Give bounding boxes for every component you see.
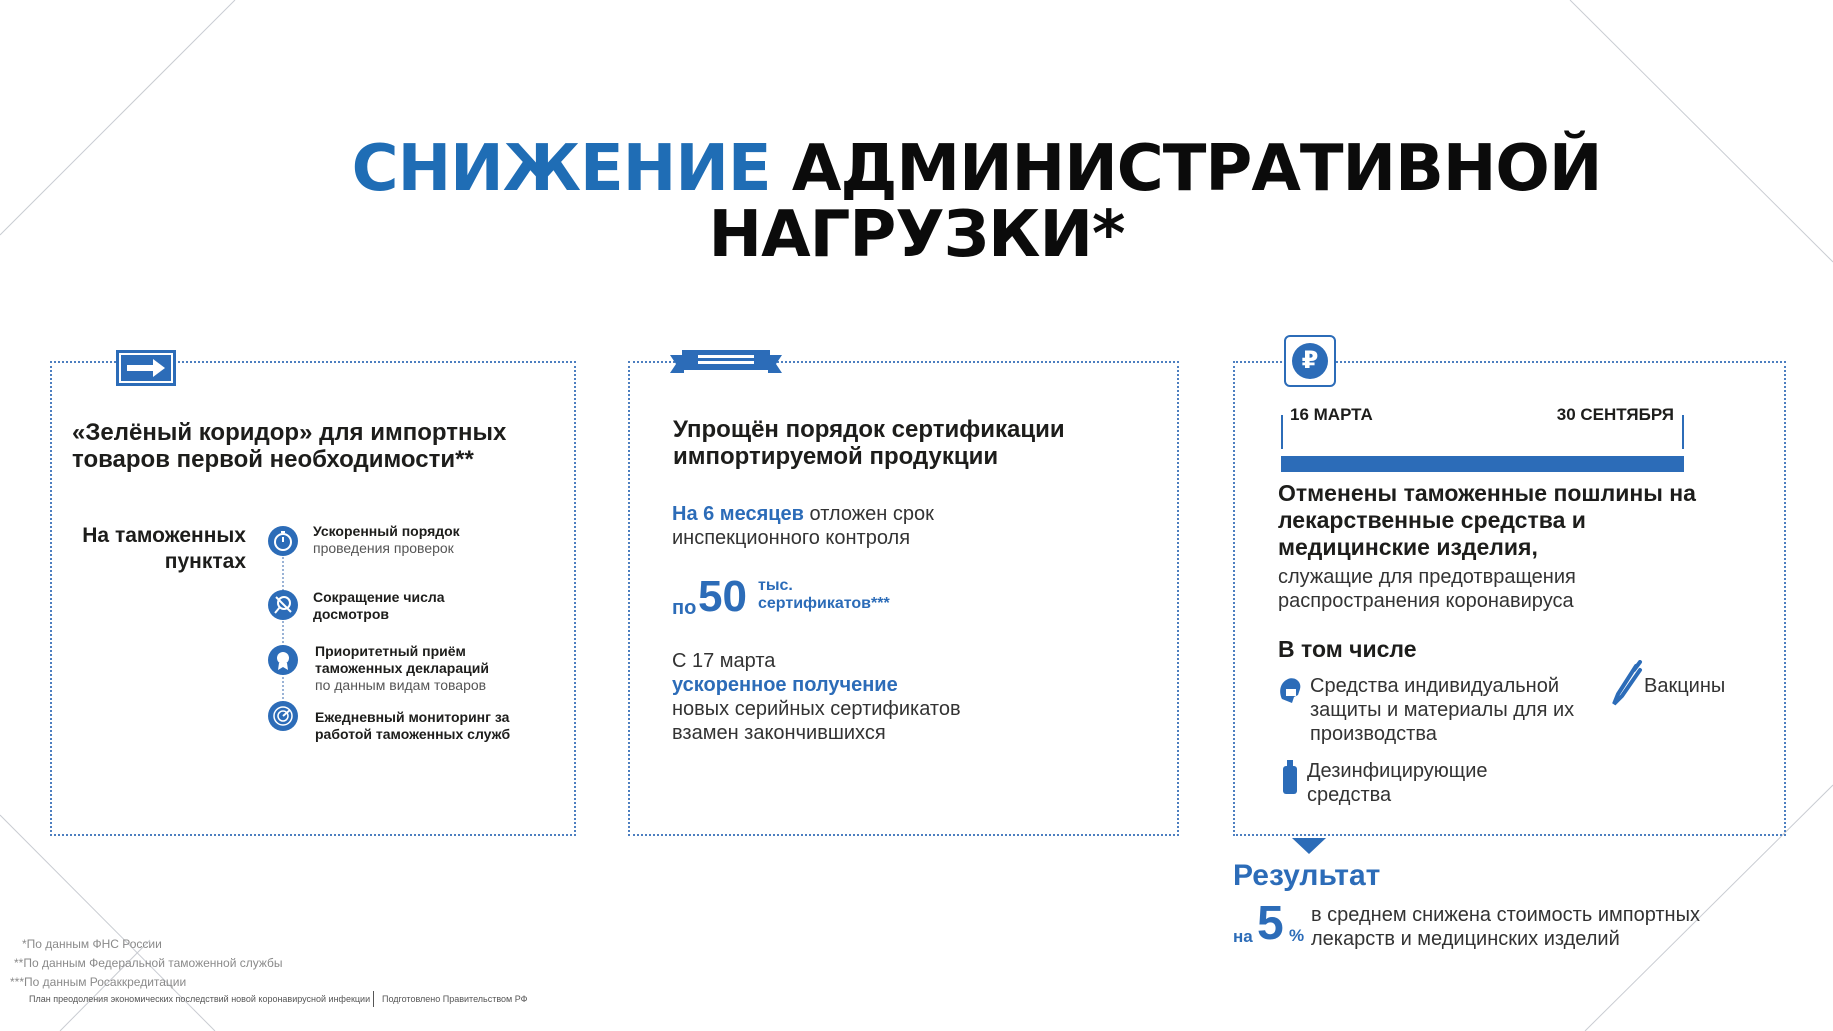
card3-heading: Отменены таможенные пошлины на лекарственные средства и медицинские изделия, — [1278, 480, 1696, 560]
date-start: 16 МАРТА — [1290, 405, 1373, 424]
date-end: 30 СЕНТЯБРЯ — [1556, 405, 1674, 424]
spray-bottle-icon — [1281, 760, 1299, 794]
result-text: в среднем снижена стоимость импортных лекарств и медицинских изделий — [1311, 904, 1700, 950]
disinfectant-label: Дезинфицирующие средства — [1307, 760, 1488, 806]
list-item: Приоритетный приём таможенных деклараций по данным видам товаров — [315, 643, 489, 693]
ruble-icon: ₽ — [1284, 335, 1336, 387]
title-accent: СНИЖЕНИЕ — [351, 132, 771, 206]
timeline-end-tick — [1682, 415, 1684, 449]
including-label: В том числе — [1278, 636, 1417, 662]
list-item: Ускоренный порядок проведения проверок — [313, 523, 460, 556]
timeline-connector — [282, 553, 284, 723]
footnote: *По данным ФНС России — [22, 937, 162, 951]
footer-divider — [373, 991, 374, 1007]
card3-subheading: служащие для предотвращения распространения коронавируса — [1278, 566, 1576, 612]
page-title-line1 — [0, 132, 1833, 206]
ppe-label: Средства индивидуальной защиты и материалы для их производства — [1310, 675, 1575, 745]
vaccines-label: Вакцины — [1644, 675, 1726, 697]
fast-certificates-text: С 17 марта ускоренное получение новых серийных сертификатов взамен закончившихся — [672, 650, 961, 744]
syringe-icon — [1610, 660, 1644, 706]
list-item: Ежедневный мониторинг за работой таможенных служб — [315, 709, 511, 742]
arrow-sign-icon — [115, 349, 177, 387]
timeline-start-tick — [1281, 415, 1283, 449]
down-arrow-icon — [1292, 838, 1326, 854]
result-value: на 5 % — [1233, 897, 1305, 950]
delay-text: На 6 месяцев отложен срок инспекционного контроля — [672, 503, 934, 549]
customs-duties-card — [1233, 347, 1786, 836]
certification-card — [628, 361, 1179, 836]
mask-head-icon — [1278, 675, 1302, 705]
footnote: **По данным Федеральной таможенной службы — [14, 956, 283, 970]
title-rest: АДМИНИСТРАТИВНОЙ — [791, 132, 1602, 206]
footnote: ***По данным Росаккредитации — [10, 975, 187, 989]
magnifier-cross-icon — [268, 590, 298, 620]
card2-heading: Упрощён порядок сертификации импортируемой продукции — [673, 416, 1065, 470]
card1-heading: «Зелёный коридор» для импортных товаров первой необходимости** — [72, 419, 507, 473]
footer-plan: План преодоления экономических последствий новой коронавирусной инфекции — [29, 994, 371, 1004]
certificates-count: по 50 тыс. сертификатов*** — [672, 572, 890, 621]
radar-icon — [268, 701, 298, 731]
green-corridor-card — [50, 361, 576, 836]
medal-icon — [268, 645, 298, 675]
stopwatch-icon — [268, 526, 298, 556]
footer-prepared-by: Подготовлено Правительством РФ — [382, 994, 528, 1004]
customs-points-label: На таможенных пунктах — [82, 524, 246, 573]
ribbon-banner-icon — [670, 349, 782, 377]
timeline-bar — [1281, 456, 1684, 472]
list-item: Сокращение числа досмотров — [313, 589, 445, 622]
result-title: Результат — [1233, 859, 1381, 892]
page-title-line2: НАГРУЗКИ* — [708, 198, 1125, 272]
